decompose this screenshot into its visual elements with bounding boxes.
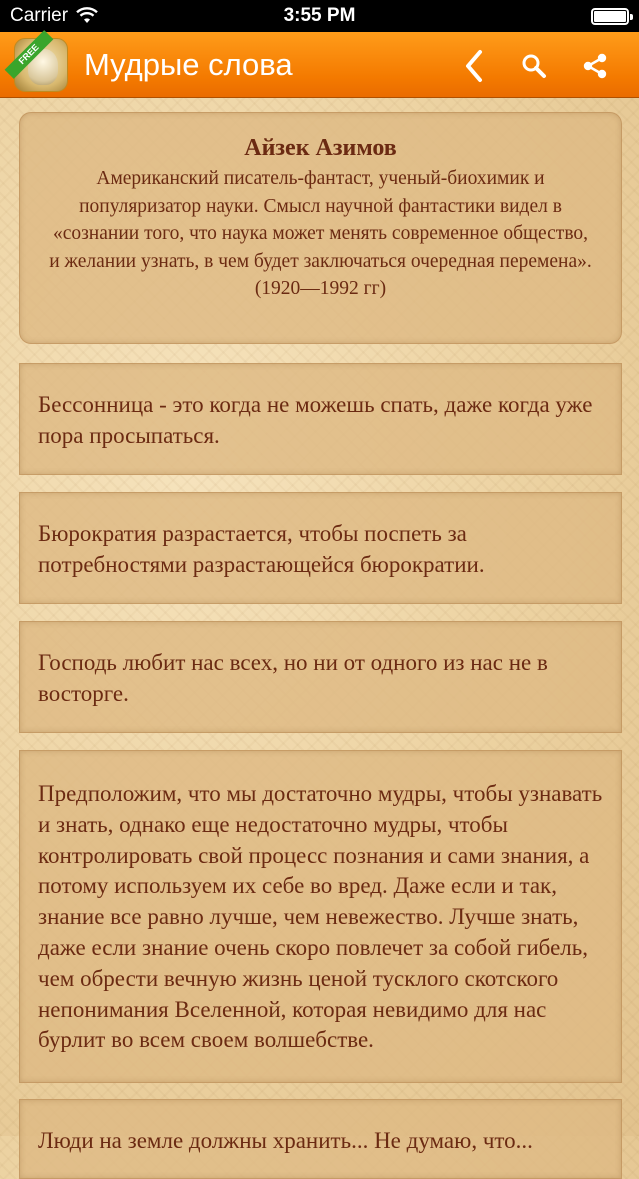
quote-card[interactable]: [19, 750, 622, 1083]
page-title: Мудрые слова: [84, 47, 293, 82]
quote-text: Бессонница - это когда не можешь спать, даже когда уже пора просыпаться.: [38, 392, 593, 448]
quote-card[interactable]: [19, 621, 622, 733]
carrier-label: Carrier: [10, 5, 69, 26]
battery-icon: [591, 8, 629, 25]
back-button[interactable]: [454, 46, 494, 86]
share-button[interactable]: [575, 46, 615, 86]
status-time: 3:55 PM: [283, 5, 356, 26]
quote-text: Люди на земле должны хранить... Не думаю, что...: [38, 1128, 533, 1153]
quote-card[interactable]: [19, 1099, 622, 1179]
free-badge: FREE: [5, 30, 54, 79]
share-icon: [581, 52, 609, 80]
quote-text: Бюрократия разрастается, чтобы поспеть за потребностями разрастающейся бюрократии.: [38, 521, 485, 577]
app-icon[interactable]: [14, 38, 68, 92]
quote-card[interactable]: [19, 492, 622, 604]
search-icon: [521, 53, 547, 79]
nav-bar: [0, 32, 639, 98]
search-button[interactable]: [514, 46, 554, 86]
author-card: [19, 112, 622, 344]
quote-text: Господь любит нас всех, но ни от одного из нас не в восторге.: [38, 650, 548, 706]
back-chevron-icon: [463, 49, 485, 83]
author-name: Айзек Азимов: [244, 135, 397, 161]
quote-text: Предположим, что мы достаточно мудры, чтобы узнавать и знать, однако еще недостаточно мудры, чтобы контролировать свой процесс познания и сами знания, а потому используем их себе во вред. Даже если и так, знание все равно лучше, чем невежество. Лучше знать, даже если знание очень скоро повлечет за собой гибель, чем обрести вечную жизнь ценой тусклого скотского непонимания Вселенной, которая невидимо для нас бурлит во всем своем волшебстве.: [38, 781, 603, 1053]
author-bio: Американский писатель-фантаст, ученый-биохимик и популяризатор науки. Смысл научной фантастики видел в «сознании того, что наука может менять современное общество, и желании узнать, в чем будет заключаться очередная перемена».: [49, 168, 592, 272]
author-years: (1920—1992 гг): [254, 278, 387, 299]
quote-card[interactable]: [19, 363, 622, 475]
status-bar: [0, 0, 639, 32]
quotes-list[interactable]: [0, 98, 639, 1153]
